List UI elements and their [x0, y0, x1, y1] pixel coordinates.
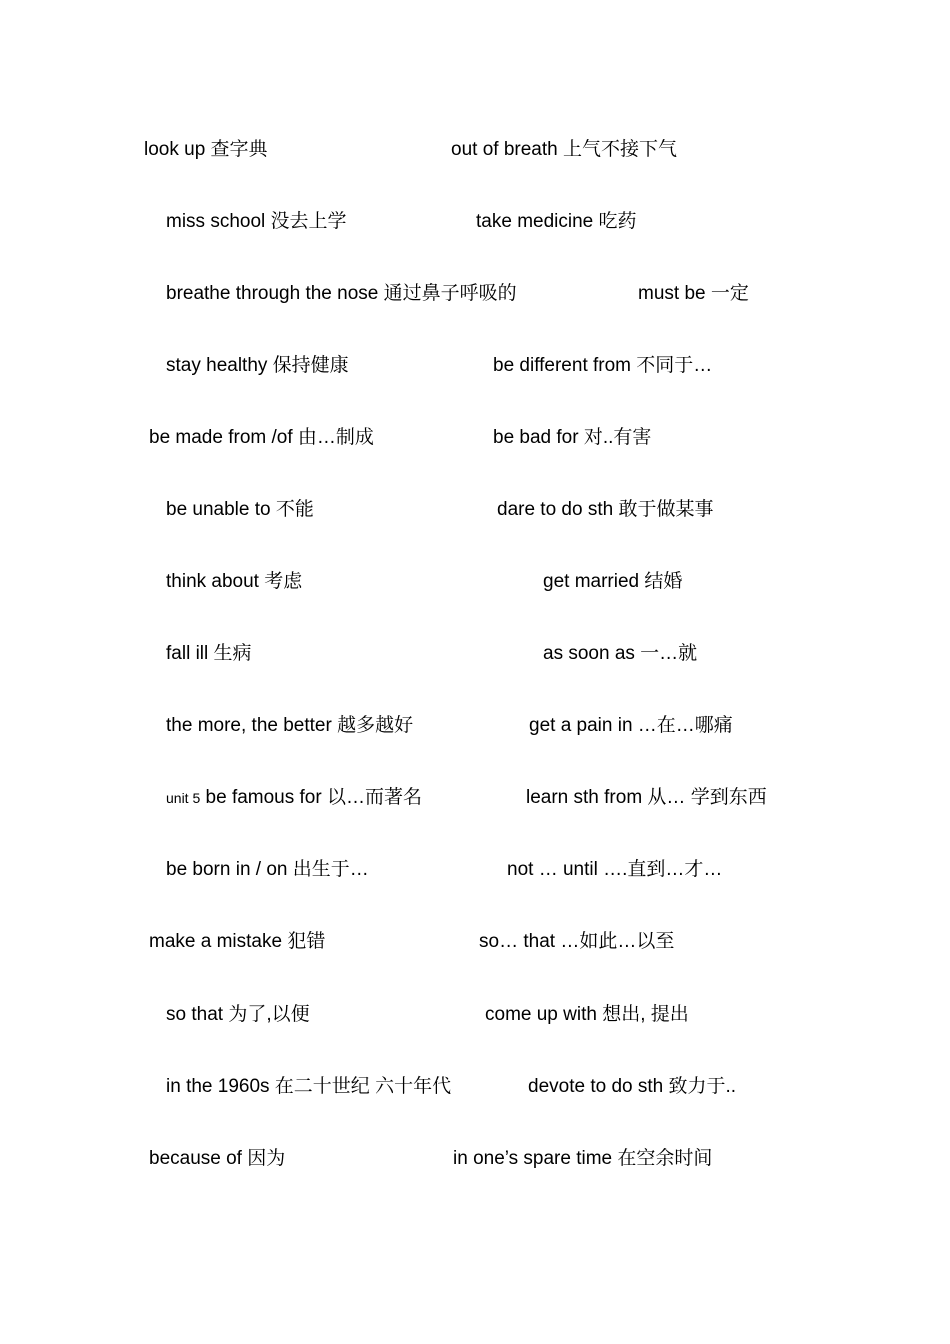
- phrase-row: [0, 351, 950, 381]
- phrase-right: as soon as 一…就: [543, 643, 698, 664]
- phrase-right: be different from 不同于…: [493, 355, 713, 376]
- phrase-right: not … until ….直到…才…: [507, 859, 723, 880]
- phrase-row: [0, 927, 950, 957]
- phrase-left: be born in / on 出生于…: [166, 859, 369, 880]
- phrase-right: get married 结婚: [543, 571, 683, 592]
- phrase-left-with-unit: [166, 783, 422, 813]
- phrase-row: [0, 279, 950, 309]
- phrase-right: dare to do sth 敢于做某事: [497, 499, 714, 520]
- phrase-left: be made from /of 由…制成: [149, 427, 374, 448]
- phrase-left: fall ill 生病: [166, 643, 252, 664]
- phrase-left: be famous for 以…而著名: [205, 787, 422, 808]
- phrase-right: in one’s spare time 在空余时间: [453, 1148, 713, 1169]
- phrase-row: [0, 855, 950, 885]
- unit-tag: unit 5: [166, 790, 201, 806]
- phrase-row: [0, 567, 950, 597]
- phrase-left: because of 因为: [149, 1148, 286, 1169]
- phrase-row: [0, 1072, 950, 1102]
- phrase-row: [0, 423, 950, 453]
- phrase-row: [0, 1000, 950, 1030]
- phrase-row: [0, 207, 950, 237]
- phrase-row: [0, 135, 950, 165]
- phrase-right: come up with 想出, 提出: [485, 1004, 689, 1025]
- phrase-left: be unable to 不能: [166, 499, 314, 520]
- phrase-right: be bad for 对..有害: [493, 427, 652, 448]
- phrase-right: devote to do sth 致力于..: [528, 1076, 737, 1097]
- phrase-right: so… that …如此…以至: [479, 931, 675, 952]
- phrase-right: take medicine 吃药: [476, 211, 637, 232]
- phrase-left: stay healthy 保持健康: [166, 355, 349, 376]
- phrase-left: the more, the better 越多越好: [166, 715, 414, 736]
- phrase-left: miss school 没去上学: [166, 211, 347, 232]
- phrase-right: out of breath 上气不接下气: [451, 139, 677, 160]
- phrase-row: [0, 783, 950, 813]
- phrase-right: get a pain in …在…哪痛: [529, 715, 733, 736]
- phrase-left: breathe through the nose 通过鼻子呼吸的: [166, 283, 517, 304]
- phrase-right: learn sth from 从… 学到东西: [526, 787, 767, 808]
- phrase-row: [0, 495, 950, 525]
- phrase-left: in the 1960s 在二十世纪 六十年代: [166, 1076, 452, 1097]
- phrase-row: [0, 711, 950, 741]
- phrase-left: think about 考虑: [166, 571, 303, 592]
- phrase-row: [0, 1144, 950, 1174]
- phrase-left: so that 为了,以便: [166, 1004, 310, 1025]
- phrase-left: make a mistake 犯错: [149, 931, 326, 952]
- phrase-row: [0, 639, 950, 669]
- phrase-right: must be 一定: [638, 283, 749, 304]
- phrase-left: look up 查字典: [144, 139, 268, 160]
